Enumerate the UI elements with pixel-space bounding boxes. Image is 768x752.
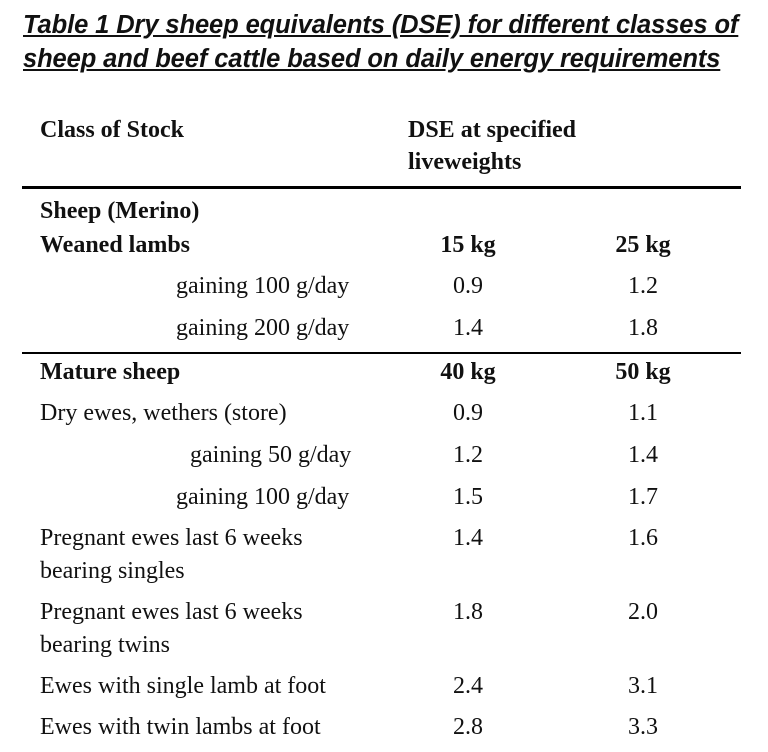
header-dse-line2: liveweights: [408, 149, 522, 175]
row-label: Ewes with twin lambs at foot: [40, 714, 321, 740]
row-label: gaining 100 g/day: [176, 273, 350, 299]
weight-25kg: 25 kg: [615, 232, 671, 258]
table-title: Table 1 Dry sheep equivalents (DSE) for different classes of sheep and beef cattle based on daily energy requirements: [23, 11, 739, 73]
group-weaned-lambs: Weaned lambs: [40, 232, 191, 258]
group-mature-sheep: Mature sheep: [40, 359, 181, 385]
row-value-1: 1.5: [453, 484, 483, 510]
row-value-1: 0.9: [453, 273, 483, 299]
row-value-2: 1.1: [628, 400, 658, 426]
row-value-1: 2.4: [453, 673, 483, 699]
row-value-1: 1.4: [453, 525, 483, 551]
row-label-line1: Pregnant ewes last 6 weeks: [40, 525, 303, 551]
weight-15kg: 15 kg: [440, 232, 496, 258]
row-label: Ewes with single lamb at foot: [40, 673, 326, 699]
weight-40kg: 40 kg: [440, 359, 496, 385]
row-value-2: 1.6: [628, 525, 658, 551]
row-label-line1: Pregnant ewes last 6 weeks: [40, 599, 303, 625]
header-rule: [22, 186, 741, 189]
row-value-1: 2.8: [453, 714, 483, 740]
row-value-2: 1.4: [628, 442, 658, 468]
weight-50kg: 50 kg: [615, 359, 671, 385]
row-value-2: 1.8: [628, 315, 658, 341]
row-value-2: 3.3: [628, 714, 658, 740]
row-value-1: 0.9: [453, 400, 483, 426]
row-label: gaining 50 g/day: [190, 442, 352, 468]
row-value-2: 2.0: [628, 599, 658, 625]
section-sheep-merino: Sheep (Merino): [40, 198, 200, 224]
row-label-line2: bearing twins: [40, 632, 170, 658]
row-label-line2: bearing singles: [40, 558, 185, 584]
row-label: gaining 200 g/day: [176, 315, 350, 341]
row-value-2: 1.7: [628, 484, 658, 510]
row-value-2: 1.2: [628, 273, 658, 299]
row-value-1: 1.2: [453, 442, 483, 468]
row-value-2: 3.1: [628, 673, 658, 699]
row-value-1: 1.8: [453, 599, 483, 625]
row-label: gaining 100 g/day: [176, 484, 350, 510]
row-value-1: 1.4: [453, 315, 483, 341]
section-rule: [22, 352, 741, 354]
row-label: Dry ewes, wethers (store): [40, 400, 287, 426]
header-class-of-stock: Class of Stock: [40, 117, 185, 143]
header-dse-line1: DSE at specified: [408, 117, 576, 143]
